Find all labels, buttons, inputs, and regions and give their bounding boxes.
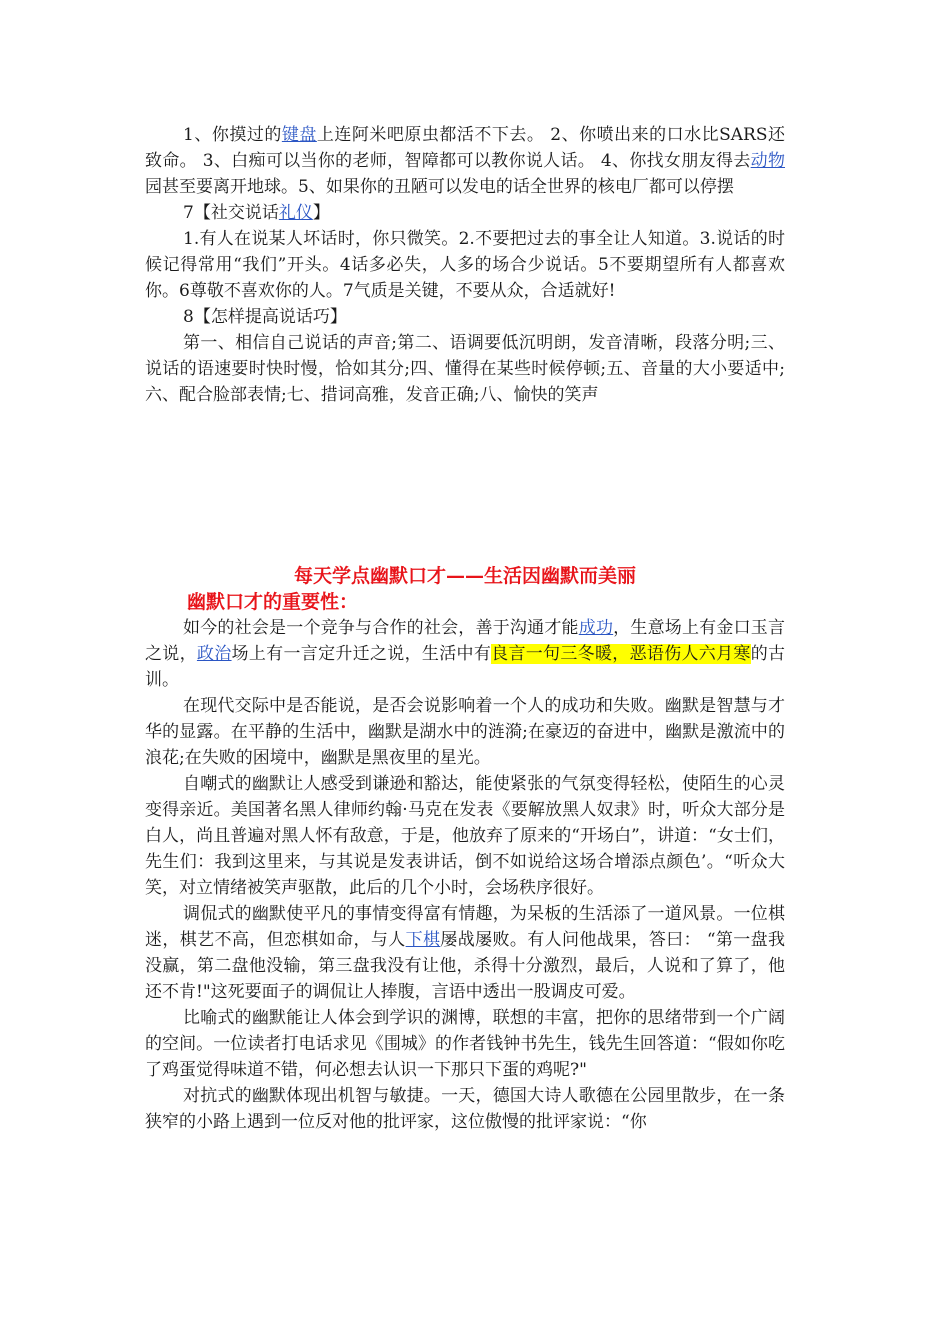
heading-social-etiquette [145, 200, 785, 226]
section-insults-and-etiquette [145, 122, 785, 408]
link-success[interactable]: 成功 [578, 618, 614, 638]
paragraph-metaphor-humor: 比喻式的幽默能让人体会到学识的渊博，联想的丰富，把你的思绪带到一个广阔的空间。一位读者打电话求见《围城》的作者钱钟书先生，钱先生回答道：“假如你吃了鸡蛋觉得味道不错，何必想去认识一下那只下蛋的鸡呢?" [145, 1008, 785, 1080]
section-humor [145, 563, 785, 1135]
text: 1、你摸过的 [183, 125, 282, 145]
heading-speaking-skills: 8【怎样提高说话巧】 [183, 307, 347, 327]
text: 园甚至要离开地球。5、如果你的丑陋可以发电的话全世界的核电厂都可以停摆 [145, 177, 734, 197]
text: 场上有一言定升迁之说，生活中有 [231, 644, 492, 664]
article-subtitle: 幽默口才的重要性： [187, 591, 359, 613]
paragraph-etiquette-rules: 1.有人在说某人坏话时，你只微笑。2.不要把过去的事全让人知道。3.说话的时候记得常用“我们”开头。4话多必失，人多的场合少说话。5不要期望所有人都喜欢你。6尊敬不喜欢你的人。7气质是关键，不要从众，合适就好! [145, 229, 785, 301]
text: 屡战屡败。有人问他战果，答曰： “第一盘我没赢，第二盘他没输，第三盘我没有让他，杀得十分激烈，最后，人说和了算了，他还不肯!"这死要面子的调侃让人捧腹，言语中透出一股调皮可爱。 [145, 930, 786, 1002]
paragraph-society [145, 615, 785, 693]
paragraph-teasing-humor [145, 901, 785, 1005]
highlighted-proverb: 良言一句三冬暖，恶语伤人六月寒 [491, 644, 751, 664]
text: ，生意场上有金口玉言之说， [145, 618, 786, 664]
article-title: 每天学点幽默口才——生活因幽默而美丽 [293, 565, 636, 587]
text: 调侃式的幽默使平凡的事情变得富有情趣，为呆板的生活添了一道风景。一位棋迷，棋艺不高，但恋棋如命，与人 [145, 904, 785, 950]
text: 上连阿米吧原虫都活不下去。 2、你喷出来的口水比SARS还致命。 3、白痴可以当你的老师，智障都可以教你说人话。 4、你找女朋友得去 [145, 125, 786, 171]
paragraph-self-deprecating-humor: 自嘲式的幽默让人感受到谦逊和豁达，能使紧张的气氛变得轻松，使陌生的心灵变得亲近。美国著名黑人律师约翰·马克在发表《要解放黑人奴隶》时，听众大部分是白人，尚且普遍对黑人怀有敌意，于是，他放弃了原来的“开场白”，讲道：“女士们，先生们：我到这里来，与其说是发表讲话，倒不如说给这场合增添点颜色’。“听众大笑，对立情绪被笑声驱散，此后的几个小时，会场秩序很好。 [145, 774, 785, 898]
paragraph-speaking-skills: 第一、相信自己说话的声音;第二、语调要低沉明朗，发音清晰，段落分明;三、说话的语速要时快时慢，恰如其分;四、懂得在某些时候停顿;五、音量的大小要适中;六、配合脸部表情;七、措词高雅，发音正确;八、愉快的笑声 [145, 333, 785, 405]
paragraph-modern-communication: 在现代交际中是否能说，是否会说影响着一个人的成功和失败。幽默是智慧与才华的显露。在平静的生活中，幽默是湖水中的涟漪;在豪迈的奋进中，幽默是激流中的浪花;在失败的困境中，幽默是黑夜里的星光。 [145, 696, 785, 768]
link-etiquette[interactable]: 礼仪 [278, 203, 313, 223]
paragraph-insults [145, 122, 785, 200]
paragraph-confrontational-humor: 对抗式的幽默体现出机智与敏捷。一天，德国大诗人歌德在公园里散步，在一条狭窄的小路上遇到一位反对他的批评家，这位傲慢的批评家说：“你 [145, 1086, 785, 1132]
link-chess[interactable]: 下棋 [405, 930, 441, 950]
text: 的古训。 [145, 644, 786, 690]
text: 如今的社会是一个竞争与合作的社会，善于沟通才能 [183, 618, 579, 638]
link-politics[interactable]: 政治 [196, 644, 232, 664]
text: 7【社交说话 [183, 203, 279, 223]
link-keyboard[interactable]: 键盘 [281, 125, 317, 145]
link-animal[interactable]: 动物 [750, 151, 785, 171]
text: 】 [312, 203, 330, 223]
